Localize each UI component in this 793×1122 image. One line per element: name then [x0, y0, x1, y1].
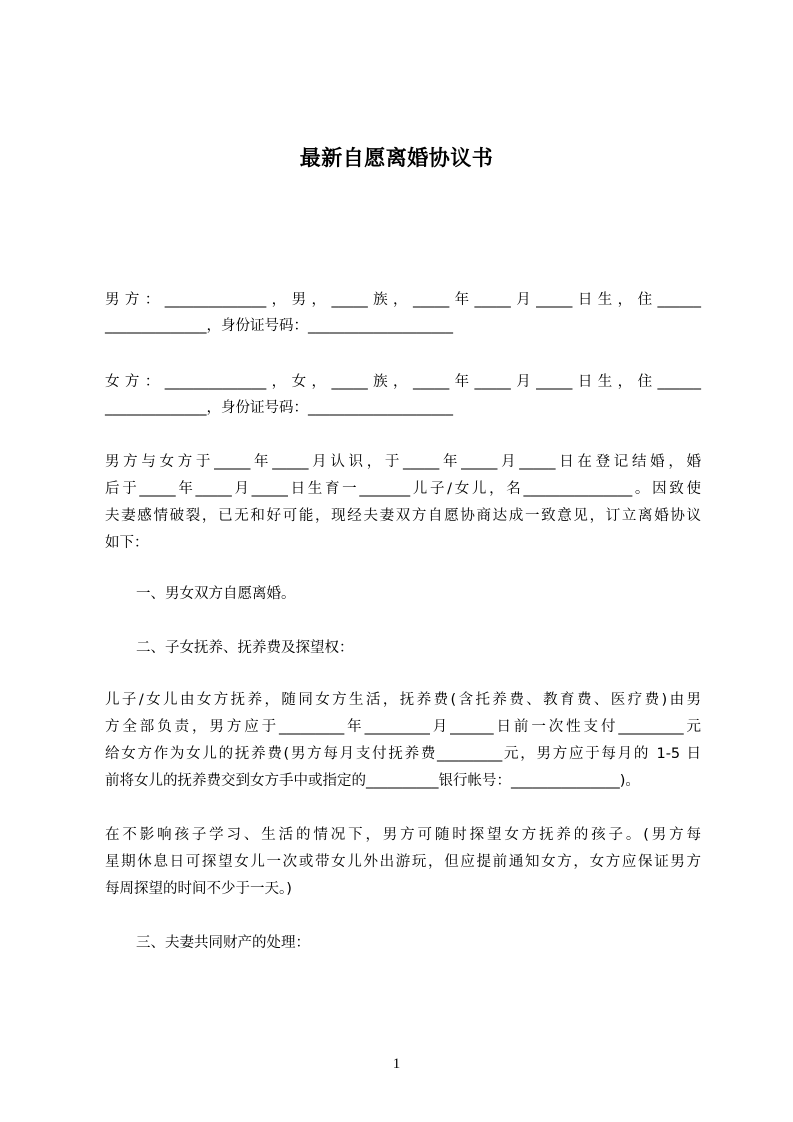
- visitation-paragraph-line-2: 星期休息日可探望女儿一次或带女儿外出游玩，但应提前通知女方，女方应保证男方: [105, 854, 701, 870]
- visitation-paragraph-line-3: 每周探望的时间不少于一天。): [105, 881, 292, 897]
- custody-paragraph-line-4: 前将女儿的抚养费交到女方手中或指定的__________银行帐号：_______________)。: [105, 773, 640, 789]
- section-2-heading: 二、子女抚养、抚养费及探望权：: [136, 640, 354, 656]
- section-3-heading: 三、夫妻共同财产的处理：: [136, 935, 310, 951]
- custody-paragraph-line-3: 给女方作为女儿的抚养费(男方每月支付抚养费_________元，男方应于每月的 1-5 日: [105, 746, 701, 762]
- wife-info-line-1: 女方：______________，女，_____族，_____年_____月_____日生，住______: [105, 374, 701, 390]
- document-title: 最新自愿离婚协议书: [299, 146, 494, 170]
- section-1-heading: 一、男女双方自愿离婚。: [136, 586, 296, 602]
- marriage-paragraph-line-1: 男方与女方于_____年_____月认识，于_____年_____月_____日在登记结婚，婚: [105, 454, 701, 470]
- custody-paragraph-line-2: 方全部负责，男方应于_________年_________月______日前一次性支付_________元: [105, 719, 701, 735]
- marriage-paragraph-line-2: 后于_____年_____月_____日生育一_______儿子/女儿，名_______________。因致使: [105, 481, 701, 497]
- page-number: 1: [392, 1056, 401, 1072]
- husband-info-line-2: ______________，身份证号码：____________________: [105, 318, 453, 334]
- custody-paragraph-line-1: 儿子/女儿由女方抚养，随同女方生活，抚养费(含托养费、教育费、医疗费)由男: [105, 692, 701, 708]
- marriage-paragraph-line-3: 夫妻感情破裂，已无和好可能，现经夫妻双方自愿协商达成一致意见，订立离婚协议: [105, 508, 701, 524]
- visitation-paragraph-line-1: 在不影响孩子学习、生活的情况下，男方可随时探望女方抚养的孩子。(男方每: [105, 827, 701, 843]
- wife-info-line-2: ______________，身份证号码：____________________: [105, 400, 453, 416]
- husband-info-line-1: 男方：______________，男，_____族，_____年_____月_____日生，住______: [105, 292, 701, 308]
- marriage-paragraph-line-4: 如下：: [105, 535, 149, 551]
